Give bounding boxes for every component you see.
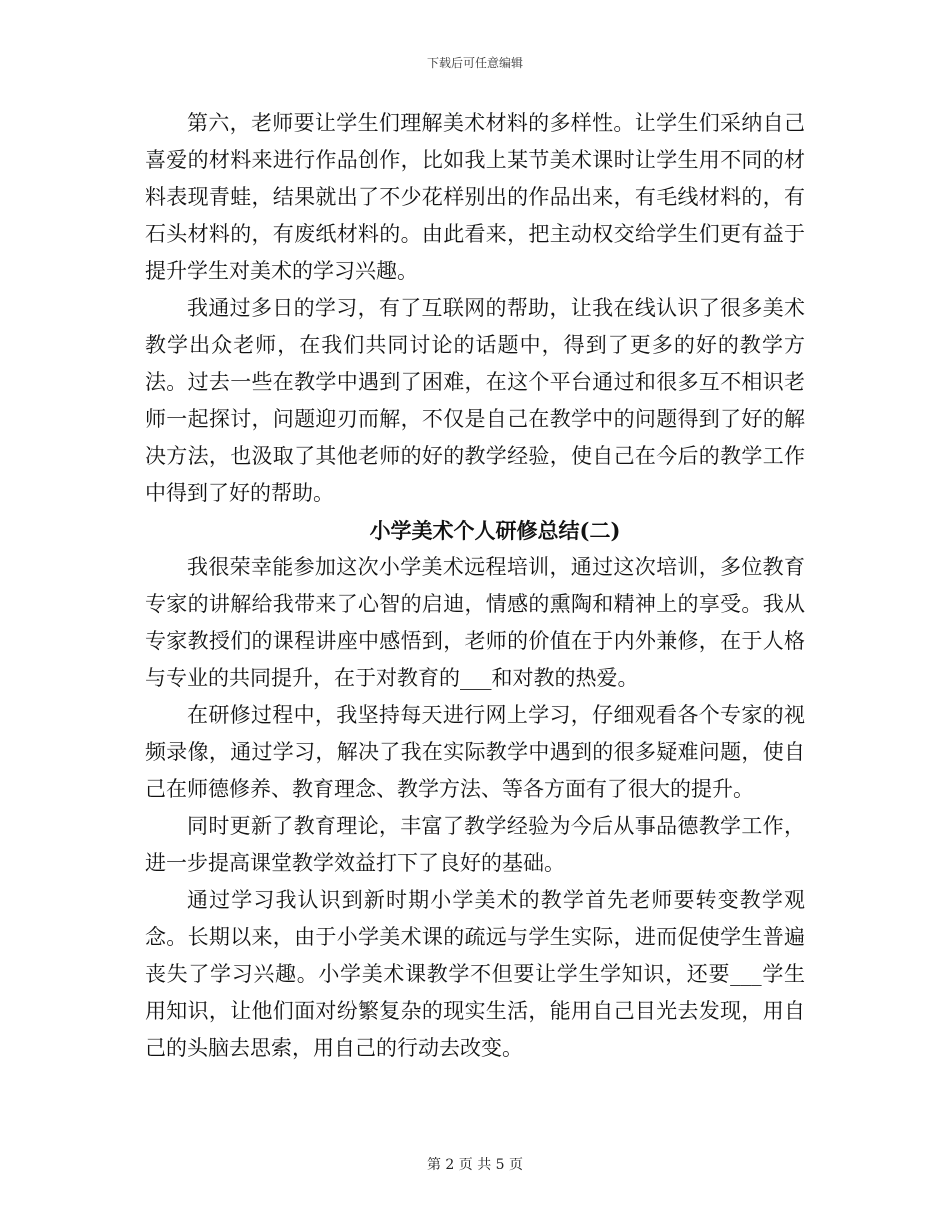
paragraph: 同时更新了教育理论，丰富了教学经验为今后从事品德教学工作，进一步提高课堂教学效益打下了良好的基础。 [145, 814, 805, 875]
paragraph: 第六，老师要让学生们理解美术材料的多样性。让学生们采纳自己喜爱的材料来进行作品创作，比如我上某节美术课时让学生用不同的材料表现青蛙，结果就出了不少花样别出的作品出来，有毛线材料的，有石头材料的，有废纸材料的。由此看来，把主动权交给学生们更有益于提升学生对美术的学习兴趣。 [145, 111, 805, 283]
paragraph: 我很荣幸能参加这次小学美术远程培训，通过这次培训，多位教育专家的讲解给我带来了心智的启迪，情感的熏陶和精神上的享受。我从专家教授们的课程讲座中感悟到，老师的价值在于内外兼修，在于人格与专业的共同提升，在于对教育的___和对教的热爱。 [145, 555, 805, 690]
paragraph: 我通过多日的学习，有了互联网的帮助，让我在线认识了很多美术教学出众老师，在我们共同讨论的话题中，得到了更多的好的教学方法。过去一些在教学中遇到了困难，在这个平台通过和很多互不相识老师一起探讨，问题迎刃而解，不仅是自己在教学中的问题得到了好的解决方法，也汲取了其他老师的好的教学经验，使自己在今后的教学工作中得到了好的帮助。 [145, 296, 805, 505]
page-header: 下载后可任意编辑 [426, 56, 523, 70]
document-body [145, 105, 805, 1067]
section-title: 小学美术个人研修总结(二) [369, 518, 621, 543]
paragraph: 在研修过程中，我坚持每天进行网上学习，仔细观看各个专家的视频录像，通过学习，解决了我在实际教学中遇到的很多疑难问题，使自己在师德修养、教育理念、教学方法、等各方面有了很大的提升。 [145, 703, 805, 801]
page-number: 第 2 页 共 5 页 [426, 1157, 524, 1173]
paragraph: 通过学习我认识到新时期小学美术的教学首先老师要转变教学观念。长期以来，由于小学美术课的疏远与学生实际，进而促使学生普遍丧失了学习兴趣。小学美术课教学不但要让学生学知识，还要___学生用知识，让他们面对纷繁复杂的现实生活，能用自己目光去发现，用自己的头脑去思索，用自己的行动去改变。 [145, 888, 805, 1060]
